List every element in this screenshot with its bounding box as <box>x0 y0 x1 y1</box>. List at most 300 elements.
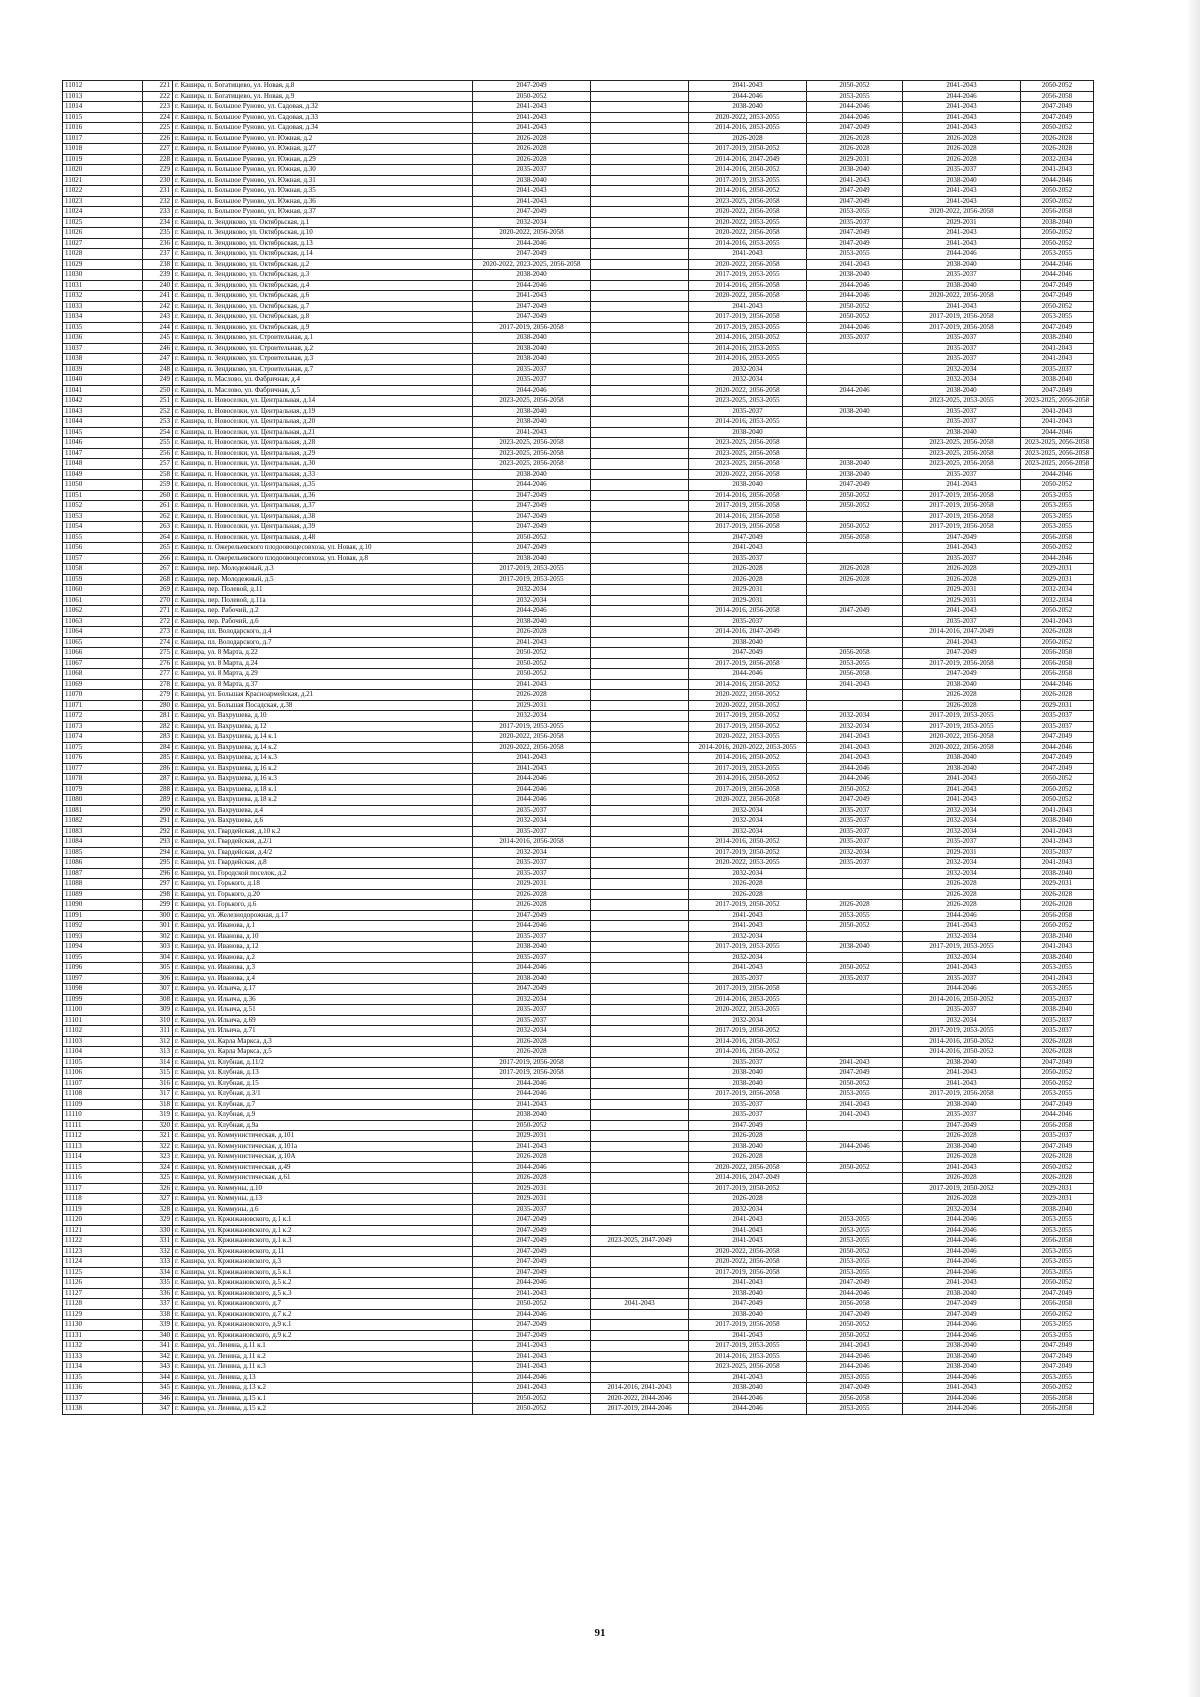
period-6-cell: 2053-2055 <box>1021 490 1094 501</box>
table-row <box>63 427 1094 438</box>
period-2-cell <box>591 732 689 743</box>
item-number-cell: 253 <box>143 417 173 428</box>
address-cell: г. Кашира, п. Новоселки, ул. Центральная, д.33 <box>173 469 473 480</box>
period-5-cell: 2026-2028 <box>903 700 1021 711</box>
period-4-cell <box>807 448 903 459</box>
period-3-cell: 2014-2016, 2056-2058 <box>689 490 807 501</box>
address-cell: г. Кашира, п. Большое Руново, ул. Южная, д.35 <box>173 186 473 197</box>
table-row <box>63 532 1094 543</box>
period-2-cell <box>591 690 689 701</box>
table-row <box>63 186 1094 197</box>
period-3-cell: 2014-2016, 2050-2052 <box>689 333 807 344</box>
period-4-cell: 2032-2034 <box>807 847 903 858</box>
table-row <box>63 994 1094 1005</box>
period-1-cell: 2050-2052 <box>473 1299 591 1310</box>
item-number-cell: 252 <box>143 406 173 417</box>
item-number-cell: 244 <box>143 322 173 333</box>
period-1-cell: 2047-2049 <box>473 1236 591 1247</box>
table-row <box>63 322 1094 333</box>
registry-id-cell: 11068 <box>63 669 143 680</box>
period-4-cell: 2038-2040 <box>807 270 903 281</box>
item-number-cell: 265 <box>143 543 173 554</box>
period-2-cell <box>591 1267 689 1278</box>
period-3-cell: 2014-2016, 2053-2055 <box>689 343 807 354</box>
table-row <box>63 375 1094 386</box>
table-row <box>63 1330 1094 1341</box>
item-number-cell: 236 <box>143 238 173 249</box>
period-1-cell: 2017-2019, 2053-2055 <box>473 721 591 732</box>
period-3-cell: 2017-2019, 2050-2052 <box>689 1026 807 1037</box>
period-3-cell: 2017-2019, 2050-2052 <box>689 1183 807 1194</box>
period-4-cell: 2053-2055 <box>807 1267 903 1278</box>
period-4-cell: 2026-2028 <box>807 574 903 585</box>
item-number-cell: 270 <box>143 595 173 606</box>
table-row <box>63 984 1094 995</box>
registry-id-cell: 11114 <box>63 1152 143 1163</box>
period-1-cell: 2032-2034 <box>473 816 591 827</box>
period-5-cell: 2032-2034 <box>903 952 1021 963</box>
period-4-cell <box>807 595 903 606</box>
table-row <box>63 1267 1094 1278</box>
address-cell: г. Кашира, п. Зендиково, ул. Октябрьская, д.6 <box>173 291 473 302</box>
period-1-cell: 2032-2034 <box>473 847 591 858</box>
table-row <box>63 217 1094 228</box>
address-cell: г. Кашира, ул. Коммунистическая, д.101а <box>173 1141 473 1152</box>
item-number-cell: 262 <box>143 511 173 522</box>
period-6-cell: 2041-2043 <box>1021 406 1094 417</box>
period-2-cell <box>591 1110 689 1121</box>
period-1-cell: 2047-2049 <box>473 249 591 260</box>
period-5-cell: 2044-2046 <box>903 984 1021 995</box>
period-5-cell: 2047-2049 <box>903 532 1021 543</box>
table-row <box>63 700 1094 711</box>
registry-id-cell: 11123 <box>63 1246 143 1257</box>
period-5-cell: 2047-2049 <box>903 1120 1021 1131</box>
period-2-cell <box>591 1204 689 1215</box>
item-number-cell: 312 <box>143 1036 173 1047</box>
item-number-cell: 237 <box>143 249 173 260</box>
item-number-cell: 294 <box>143 847 173 858</box>
table-row <box>63 1204 1094 1215</box>
table-row <box>63 847 1094 858</box>
period-4-cell <box>807 1120 903 1131</box>
period-1-cell: 2050-2052 <box>473 648 591 659</box>
period-2-cell <box>591 102 689 113</box>
item-number-cell: 228 <box>143 154 173 165</box>
period-3-cell: 2014-2016, 2056-2058 <box>689 606 807 617</box>
item-number-cell: 305 <box>143 963 173 974</box>
period-3-cell: 2047-2049 <box>689 1299 807 1310</box>
address-cell: г. Кашира, ул. Ильича, д.51 <box>173 1005 473 1016</box>
period-3-cell: 2041-2043 <box>689 1278 807 1289</box>
period-1-cell: 2041-2043 <box>473 196 591 207</box>
address-cell: г. Кашира, п. Зендиково, ул. Строительная, д.3 <box>173 354 473 365</box>
period-4-cell: 2050-2052 <box>807 312 903 323</box>
period-6-cell: 2026-2028 <box>1021 144 1094 155</box>
period-1-cell: 2032-2034 <box>473 585 591 596</box>
period-2-cell <box>591 1120 689 1131</box>
table-row <box>63 1299 1094 1310</box>
period-5-cell: 2047-2049 <box>903 1299 1021 1310</box>
item-number-cell: 337 <box>143 1299 173 1310</box>
period-6-cell: 2047-2049 <box>1021 1288 1094 1299</box>
period-6-cell: 2032-2034 <box>1021 595 1094 606</box>
table-row <box>63 900 1094 911</box>
period-2-cell <box>591 280 689 291</box>
period-2-cell <box>591 112 689 123</box>
period-4-cell: 2053-2055 <box>807 1236 903 1247</box>
period-1-cell: 2038-2040 <box>473 469 591 480</box>
registry-id-cell: 11121 <box>63 1225 143 1236</box>
period-4-cell: 2041-2043 <box>807 753 903 764</box>
period-2-cell <box>591 81 689 92</box>
period-6-cell: 2056-2058 <box>1021 91 1094 102</box>
table-row <box>63 648 1094 659</box>
address-cell: г. Кашира, ул. Гвардейская, д.2/1 <box>173 837 473 848</box>
period-6-cell: 2047-2049 <box>1021 112 1094 123</box>
period-2-cell <box>591 721 689 732</box>
period-6-cell: 2038-2040 <box>1021 868 1094 879</box>
address-cell: г. Кашира, ул. Горького, д.18 <box>173 879 473 890</box>
period-4-cell: 2035-2037 <box>807 805 903 816</box>
period-2-cell <box>591 1026 689 1037</box>
period-4-cell: 2050-2052 <box>807 1162 903 1173</box>
item-number-cell: 331 <box>143 1236 173 1247</box>
period-2-cell: 2017-2019, 2044-2046 <box>591 1404 689 1415</box>
registry-id-cell: 11093 <box>63 931 143 942</box>
table-row <box>63 469 1094 480</box>
period-1-cell: 2041-2043 <box>473 1383 591 1394</box>
address-cell: г. Кашира, ул. Гвардейская, д.10 к.2 <box>173 826 473 837</box>
item-number-cell: 340 <box>143 1330 173 1341</box>
period-2-cell <box>591 627 689 638</box>
period-4-cell: 2038-2040 <box>807 459 903 470</box>
period-3-cell: 2038-2040 <box>689 1288 807 1299</box>
address-cell: г. Кашира, ул. Вахрушева, д.16 к.2 <box>173 763 473 774</box>
period-6-cell: 2050-2052 <box>1021 795 1094 806</box>
period-6-cell: 2041-2043 <box>1021 826 1094 837</box>
period-2-cell <box>591 816 689 827</box>
period-2-cell <box>591 826 689 837</box>
table-row <box>63 879 1094 890</box>
period-1-cell: 2041-2043 <box>473 123 591 134</box>
registry-id-cell: 11055 <box>63 532 143 543</box>
period-3-cell: 2014-2016, 2047-2049 <box>689 1173 807 1184</box>
period-5-cell: 2032-2034 <box>903 931 1021 942</box>
period-5-cell: 2017-2019, 2053-2055 <box>903 711 1021 722</box>
period-5-cell: 2032-2034 <box>903 1015 1021 1026</box>
registry-id-cell: 11099 <box>63 994 143 1005</box>
address-cell: г. Кашира, п. Зендиково, ул. Октябрьская, д.9 <box>173 322 473 333</box>
period-3-cell: 2020-2022, 2053-2055 <box>689 858 807 869</box>
period-1-cell: 2047-2049 <box>473 910 591 921</box>
period-1-cell: 2041-2043 <box>473 763 591 774</box>
registry-id-cell: 11029 <box>63 259 143 270</box>
period-3-cell: 2038-2040 <box>689 480 807 491</box>
period-6-cell: 2047-2049 <box>1021 1099 1094 1110</box>
period-2-cell <box>591 994 689 1005</box>
period-5-cell: 2035-2037 <box>903 837 1021 848</box>
registry-id-cell: 11095 <box>63 952 143 963</box>
item-number-cell: 285 <box>143 753 173 764</box>
period-5-cell: 2014-2016, 2047-2049 <box>903 627 1021 638</box>
item-number-cell: 259 <box>143 480 173 491</box>
period-5-cell: 2038-2040 <box>903 175 1021 186</box>
item-number-cell: 290 <box>143 805 173 816</box>
item-number-cell: 226 <box>143 133 173 144</box>
period-1-cell: 2038-2040 <box>473 333 591 344</box>
period-4-cell: 2047-2049 <box>807 480 903 491</box>
period-1-cell: 2044-2046 <box>473 774 591 785</box>
table-row <box>63 1215 1094 1226</box>
period-5-cell: 2038-2040 <box>903 1288 1021 1299</box>
period-3-cell: 2032-2034 <box>689 826 807 837</box>
table-row <box>63 564 1094 575</box>
period-4-cell: 2041-2043 <box>807 1110 903 1121</box>
address-cell: г. Кашира, ул. Горького, д.6 <box>173 900 473 911</box>
period-3-cell: 2041-2043 <box>689 1330 807 1341</box>
period-1-cell: 2047-2049 <box>473 1246 591 1257</box>
period-4-cell: 2026-2028 <box>807 144 903 155</box>
registry-id-cell: 11126 <box>63 1278 143 1289</box>
period-3-cell: 2032-2034 <box>689 816 807 827</box>
period-1-cell: 2029-2031 <box>473 879 591 890</box>
address-cell: г. Кашира, ул. Клубная, д.3/1 <box>173 1089 473 1100</box>
item-number-cell: 256 <box>143 448 173 459</box>
period-1-cell: 2047-2049 <box>473 543 591 554</box>
period-4-cell: 2047-2049 <box>807 1068 903 1079</box>
registry-id-cell: 11013 <box>63 91 143 102</box>
item-number-cell: 342 <box>143 1351 173 1362</box>
period-4-cell: 2056-2058 <box>807 1299 903 1310</box>
registry-id-cell: 11030 <box>63 270 143 281</box>
period-5-cell: 2035-2037 <box>903 973 1021 984</box>
address-cell: г. Кашира, ул. Кржижановского, д.11 <box>173 1246 473 1257</box>
item-number-cell: 310 <box>143 1015 173 1026</box>
period-3-cell: 2044-2046 <box>689 1404 807 1415</box>
period-2-cell <box>591 217 689 228</box>
registry-id-cell: 11125 <box>63 1267 143 1278</box>
period-1-cell: 2026-2028 <box>473 133 591 144</box>
period-5-cell: 2044-2046 <box>903 1236 1021 1247</box>
address-cell: г. Кашира, п. Новоселки, ул. Центральная, д.37 <box>173 501 473 512</box>
period-3-cell: 2041-2043 <box>689 921 807 932</box>
period-1-cell: 2035-2037 <box>473 952 591 963</box>
registry-id-cell: 11043 <box>63 406 143 417</box>
item-number-cell: 302 <box>143 931 173 942</box>
period-6-cell: 2050-2052 <box>1021 606 1094 617</box>
period-4-cell <box>807 889 903 900</box>
address-cell: г. Кашира, п. Зендиково, ул. Октябрьская, д.10 <box>173 228 473 239</box>
period-1-cell: 2041-2043 <box>473 291 591 302</box>
registry-id-cell: 11083 <box>63 826 143 837</box>
period-5-cell: 2017-2019, 2056-2058 <box>903 658 1021 669</box>
period-2-cell <box>591 427 689 438</box>
table-row <box>63 963 1094 974</box>
period-4-cell <box>807 627 903 638</box>
period-5-cell: 2035-2037 <box>903 333 1021 344</box>
period-2-cell <box>591 553 689 564</box>
period-4-cell: 2056-2058 <box>807 532 903 543</box>
period-5-cell: 2017-2019, 2056-2058 <box>903 322 1021 333</box>
period-6-cell: 2050-2052 <box>1021 81 1094 92</box>
address-cell: г. Кашира, ул. Городской поселок, д.2 <box>173 868 473 879</box>
period-5-cell: 2041-2043 <box>903 1068 1021 1079</box>
address-cell: г. Кашира, ул. Вахрушева, д.14 к.3 <box>173 753 473 764</box>
period-3-cell: 2017-2019, 2056-2058 <box>689 1320 807 1331</box>
item-number-cell: 247 <box>143 354 173 365</box>
period-1-cell: 2023-2025, 2056-2058 <box>473 448 591 459</box>
item-number-cell: 318 <box>143 1099 173 1110</box>
address-cell: г. Кашира, п. Зендиково, ул. Строительная, д.7 <box>173 364 473 375</box>
registry-id-cell: 11072 <box>63 711 143 722</box>
registry-id-cell: 11061 <box>63 595 143 606</box>
period-5-cell: 2038-2040 <box>903 427 1021 438</box>
period-6-cell: 2041-2043 <box>1021 942 1094 953</box>
address-cell: г. Кашира, ул. Вахрушева, д.18 к.2 <box>173 795 473 806</box>
period-5-cell: 2014-2016, 2050-2052 <box>903 1036 1021 1047</box>
period-4-cell: 2050-2052 <box>807 1078 903 1089</box>
period-2-cell <box>591 364 689 375</box>
table-row <box>63 1309 1094 1320</box>
period-2-cell <box>591 312 689 323</box>
period-6-cell: 2053-2055 <box>1021 1267 1094 1278</box>
period-5-cell: 2044-2046 <box>903 1404 1021 1415</box>
period-3-cell: 2017-2019, 2053-2055 <box>689 322 807 333</box>
period-3-cell: 2014-2016, 2050-2052 <box>689 774 807 785</box>
period-1-cell: 2044-2046 <box>473 1078 591 1089</box>
period-3-cell: 2014-2016, 2053-2055 <box>689 417 807 428</box>
period-1-cell: 2038-2040 <box>473 270 591 281</box>
period-3-cell: 2014-2016, 2056-2058 <box>689 511 807 522</box>
registry-id-cell: 11056 <box>63 543 143 554</box>
period-5-cell: 2020-2022, 2056-2058 <box>903 742 1021 753</box>
table-row <box>63 1194 1094 1205</box>
table-row <box>63 1393 1094 1404</box>
address-cell: г. Кашира, ул. Клубная, д.15 <box>173 1078 473 1089</box>
item-number-cell: 283 <box>143 732 173 743</box>
table-row <box>63 291 1094 302</box>
period-6-cell: 2026-2028 <box>1021 1173 1094 1184</box>
registry-id-cell: 11107 <box>63 1078 143 1089</box>
table-row <box>63 385 1094 396</box>
period-2-cell <box>591 406 689 417</box>
table-row <box>63 606 1094 617</box>
period-3-cell: 2026-2028 <box>689 879 807 890</box>
table-row <box>63 238 1094 249</box>
period-3-cell: 2047-2049 <box>689 1120 807 1131</box>
period-5-cell: 2029-2031 <box>903 585 1021 596</box>
period-4-cell <box>807 1194 903 1205</box>
table-row <box>63 721 1094 732</box>
period-4-cell: 2044-2046 <box>807 280 903 291</box>
registry-id-cell: 11044 <box>63 417 143 428</box>
period-2-cell <box>591 144 689 155</box>
registry-id-cell: 11138 <box>63 1404 143 1415</box>
period-3-cell: 2041-2043 <box>689 81 807 92</box>
item-number-cell: 254 <box>143 427 173 438</box>
period-5-cell: 2047-2049 <box>903 669 1021 680</box>
period-5-cell: 2044-2046 <box>903 1320 1021 1331</box>
period-5-cell: 2041-2043 <box>903 784 1021 795</box>
address-cell: г. Кашира, п. Новоселки, ул. Центральная, д.19 <box>173 406 473 417</box>
table-row <box>63 312 1094 323</box>
period-1-cell: 2047-2049 <box>473 1215 591 1226</box>
table-row <box>63 123 1094 134</box>
address-cell: г. Кашира, ул. Ленина, д.11 к.1 <box>173 1341 473 1352</box>
period-2-cell <box>591 795 689 806</box>
period-4-cell: 2050-2052 <box>807 501 903 512</box>
period-5-cell: 2041-2043 <box>903 1278 1021 1289</box>
period-4-cell: 2038-2040 <box>807 165 903 176</box>
address-cell: г. Кашира, п. Новоселки, ул. Центральная, д.38 <box>173 511 473 522</box>
registry-id-cell: 11040 <box>63 375 143 386</box>
address-cell: г. Кашира, п. Зендиково, ул. Октябрьская, д.1 <box>173 217 473 228</box>
table-row <box>63 144 1094 155</box>
period-1-cell: 2026-2028 <box>473 1173 591 1184</box>
period-1-cell: 2044-2046 <box>473 784 591 795</box>
period-5-cell: 2038-2040 <box>903 753 1021 764</box>
period-2-cell <box>591 1225 689 1236</box>
period-5-cell: 2035-2037 <box>903 553 1021 564</box>
period-5-cell: 2041-2043 <box>903 1383 1021 1394</box>
period-3-cell: 2032-2034 <box>689 952 807 963</box>
period-6-cell: 2050-2052 <box>1021 228 1094 239</box>
period-3-cell: 2035-2037 <box>689 406 807 417</box>
registry-id-cell: 11069 <box>63 679 143 690</box>
period-3-cell: 2014-2016, 2050-2052 <box>689 1036 807 1047</box>
period-2-cell <box>591 448 689 459</box>
period-2-cell <box>591 501 689 512</box>
period-6-cell: 2026-2028 <box>1021 900 1094 911</box>
period-1-cell: 2044-2046 <box>473 1162 591 1173</box>
period-5-cell: 2026-2028 <box>903 154 1021 165</box>
period-3-cell: 2044-2046 <box>689 91 807 102</box>
table-row <box>63 1404 1094 1415</box>
period-4-cell: 2041-2043 <box>807 1099 903 1110</box>
period-1-cell: 2017-2019, 2056-2058 <box>473 322 591 333</box>
period-2-cell: 2023-2025, 2047-2049 <box>591 1236 689 1247</box>
period-4-cell: 2044-2046 <box>807 385 903 396</box>
address-cell: г. Кашира, п. Новоселки, ул. Центральная, д.30 <box>173 459 473 470</box>
period-4-cell: 2041-2043 <box>807 1341 903 1352</box>
registry-id-cell: 11047 <box>63 448 143 459</box>
period-4-cell: 2026-2028 <box>807 133 903 144</box>
item-number-cell: 240 <box>143 280 173 291</box>
registry-id-cell: 11046 <box>63 438 143 449</box>
address-cell: г. Кашира, ул. Вахрушева, д.10 <box>173 711 473 722</box>
period-1-cell: 2050-2052 <box>473 658 591 669</box>
period-6-cell: 2056-2058 <box>1021 648 1094 659</box>
period-2-cell <box>591 249 689 260</box>
item-number-cell: 234 <box>143 217 173 228</box>
period-6-cell: 2050-2052 <box>1021 774 1094 785</box>
item-number-cell: 328 <box>143 1204 173 1215</box>
period-6-cell: 2035-2037 <box>1021 1026 1094 1037</box>
period-1-cell: 2038-2040 <box>473 343 591 354</box>
period-5-cell: 2041-2043 <box>903 228 1021 239</box>
registry-id-cell: 11135 <box>63 1372 143 1383</box>
registry-id-cell: 11034 <box>63 312 143 323</box>
item-number-cell: 308 <box>143 994 173 1005</box>
period-4-cell: 2035-2037 <box>807 816 903 827</box>
registry-id-cell: 11097 <box>63 973 143 984</box>
period-5-cell: 2044-2046 <box>903 1393 1021 1404</box>
period-2-cell <box>591 1015 689 1026</box>
page-number: 91 <box>594 1627 606 1639</box>
period-6-cell: 2029-2031 <box>1021 1194 1094 1205</box>
period-4-cell: 2053-2055 <box>807 910 903 921</box>
